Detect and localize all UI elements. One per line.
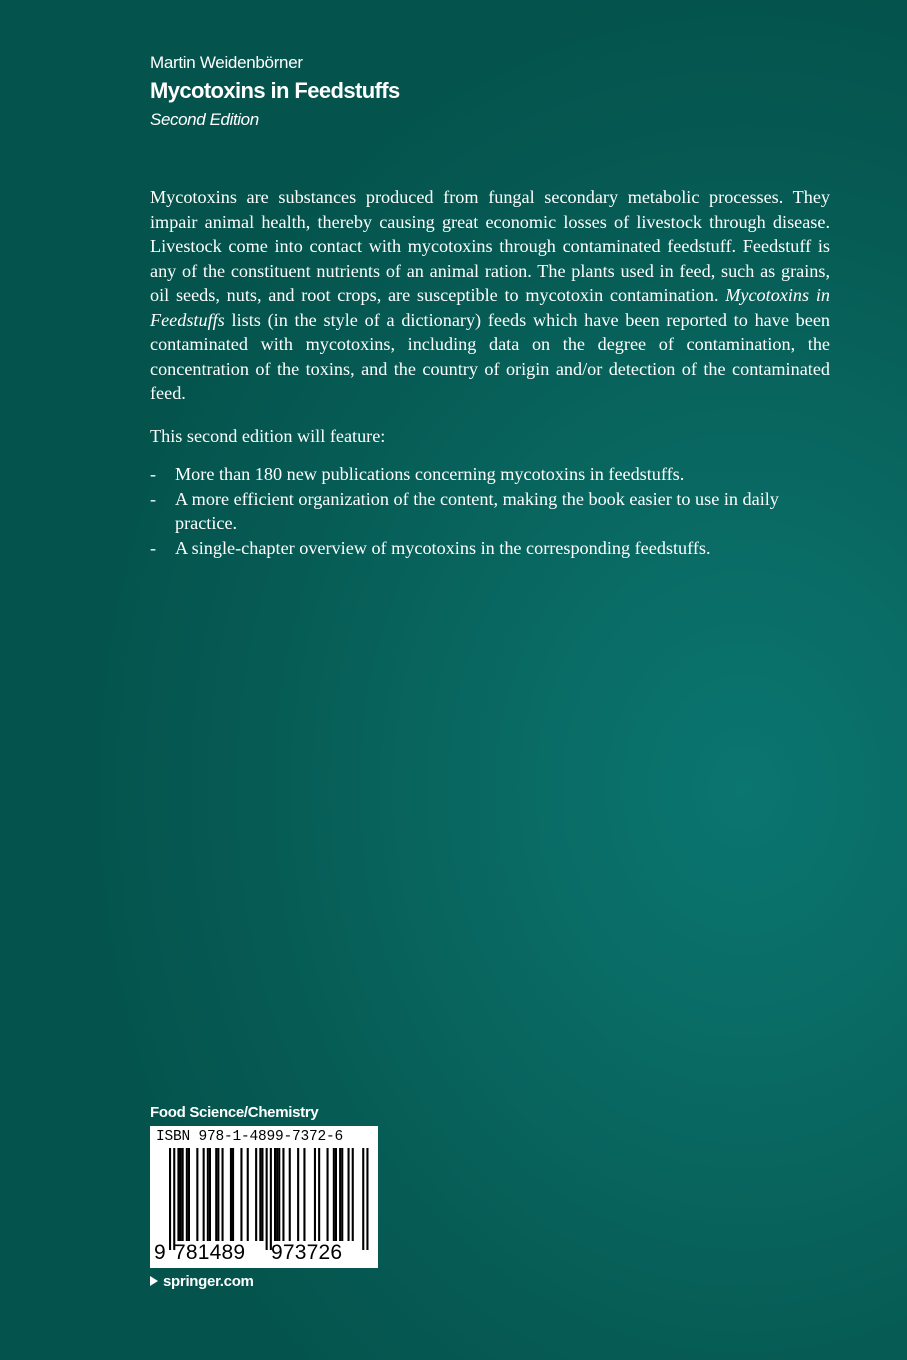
barcode-lead-digit: 9 bbox=[154, 1241, 166, 1264]
barcode-bar bbox=[209, 1148, 211, 1241]
barcode-bar bbox=[333, 1148, 335, 1241]
barcode-bar bbox=[230, 1148, 232, 1241]
barcode-bar bbox=[232, 1148, 234, 1241]
isbn-number: ISBN 978-1-4899-7372-6 bbox=[156, 1129, 344, 1145]
features-intro: This second edition will feature: bbox=[150, 425, 386, 446]
feature-text: A single-chapter overview of mycotoxins in the corresponding feedstuffs. bbox=[175, 537, 711, 558]
barcode-bar bbox=[266, 1148, 268, 1250]
feature-text: A more efficient organization of the content, making the book easier to use in daily practice. bbox=[175, 488, 779, 533]
barcode-bar bbox=[222, 1148, 224, 1241]
barcode-bar bbox=[186, 1148, 188, 1241]
barcode-bar bbox=[217, 1148, 219, 1241]
barcode-bar bbox=[297, 1148, 299, 1241]
barcode-bar bbox=[270, 1148, 272, 1250]
description-part1: Mycotoxins are substances produced from fungal secondary metabolic processes. They impair animal health, thereby causing great economic losses of livestock through disease. Livestock come into contact with mycotoxins through contaminated feedstuff. Feedstuff is any of the constituent nutrients of an animal ration. The plants used in feed, such as grains, oil seeds, nuts, and root crops, are susceptible to mycotoxin contamination. bbox=[150, 187, 830, 305]
publisher-url: springer.com bbox=[163, 1273, 254, 1290]
cover-header bbox=[150, 52, 400, 131]
barcode-bar bbox=[352, 1148, 354, 1241]
barcode-bar bbox=[289, 1148, 291, 1241]
barcode-bar bbox=[362, 1148, 364, 1250]
back-cover-description bbox=[150, 185, 830, 560]
isbn-barcode bbox=[150, 1126, 378, 1268]
features-list bbox=[150, 462, 830, 560]
barcode-bar bbox=[366, 1148, 368, 1250]
barcode-bar bbox=[180, 1148, 182, 1241]
edition-label: Second Edition bbox=[150, 110, 259, 129]
book-title-italic: Mycotoxins in Feedstuffs bbox=[150, 285, 830, 330]
barcode-bar bbox=[259, 1148, 261, 1241]
bullet-dash: - bbox=[150, 537, 157, 558]
barcode-right-digits: 973726 bbox=[271, 1241, 343, 1264]
barcode-bar bbox=[177, 1148, 179, 1241]
description-part2: lists (in the style of a dictionary) feeds which have been reported to have been contaminated with mycotoxins, including data on the degree of contamination, the concentration of the toxins, and the country of origin and/or detection of the contaminated feed. bbox=[150, 309, 830, 403]
barcode-bar bbox=[341, 1148, 343, 1241]
barcode-bar bbox=[282, 1148, 284, 1241]
feature-text: More than 180 new publications concerning mycotoxins in feedstuffs. bbox=[175, 464, 685, 484]
barcode-bar bbox=[318, 1148, 320, 1241]
barcode-bar bbox=[182, 1148, 184, 1241]
barcode-bar bbox=[303, 1148, 305, 1241]
subject-category: Food Science/Chemistry bbox=[150, 1104, 319, 1121]
barcode-bar bbox=[314, 1148, 316, 1241]
barcode-bar bbox=[173, 1148, 175, 1250]
barcode-bar bbox=[247, 1148, 249, 1241]
bullet-dash: - bbox=[150, 488, 157, 509]
description-paragraph bbox=[150, 185, 830, 406]
publisher-link[interactable] bbox=[150, 1273, 254, 1290]
barcode-bar bbox=[339, 1148, 341, 1241]
arrow-right-icon bbox=[150, 1276, 158, 1286]
barcode-bar bbox=[327, 1148, 329, 1241]
barcode-bar bbox=[215, 1148, 217, 1241]
barcode-bar bbox=[274, 1148, 276, 1241]
barcode-bar bbox=[335, 1148, 337, 1241]
barcode-bar bbox=[169, 1148, 171, 1250]
barcode-bar bbox=[261, 1148, 263, 1241]
barcode-bar bbox=[278, 1148, 280, 1241]
feature-item bbox=[150, 536, 830, 561]
barcode-bar bbox=[240, 1148, 242, 1241]
barcode-bar bbox=[188, 1148, 190, 1241]
barcode-bar bbox=[255, 1148, 257, 1241]
author-name: Martin Weidenbörner bbox=[150, 53, 303, 72]
barcode-bar bbox=[348, 1148, 350, 1241]
feature-item bbox=[150, 487, 830, 536]
barcode-bar bbox=[203, 1148, 205, 1241]
bullet-dash: - bbox=[150, 464, 157, 484]
feature-item bbox=[150, 462, 830, 487]
barcode-left-digits: 781489 bbox=[174, 1241, 246, 1264]
book-title: Mycotoxins in Feedstuffs bbox=[150, 78, 400, 103]
barcode-bar bbox=[196, 1148, 198, 1241]
barcode-bar bbox=[276, 1148, 278, 1241]
barcode-bar bbox=[207, 1148, 209, 1241]
